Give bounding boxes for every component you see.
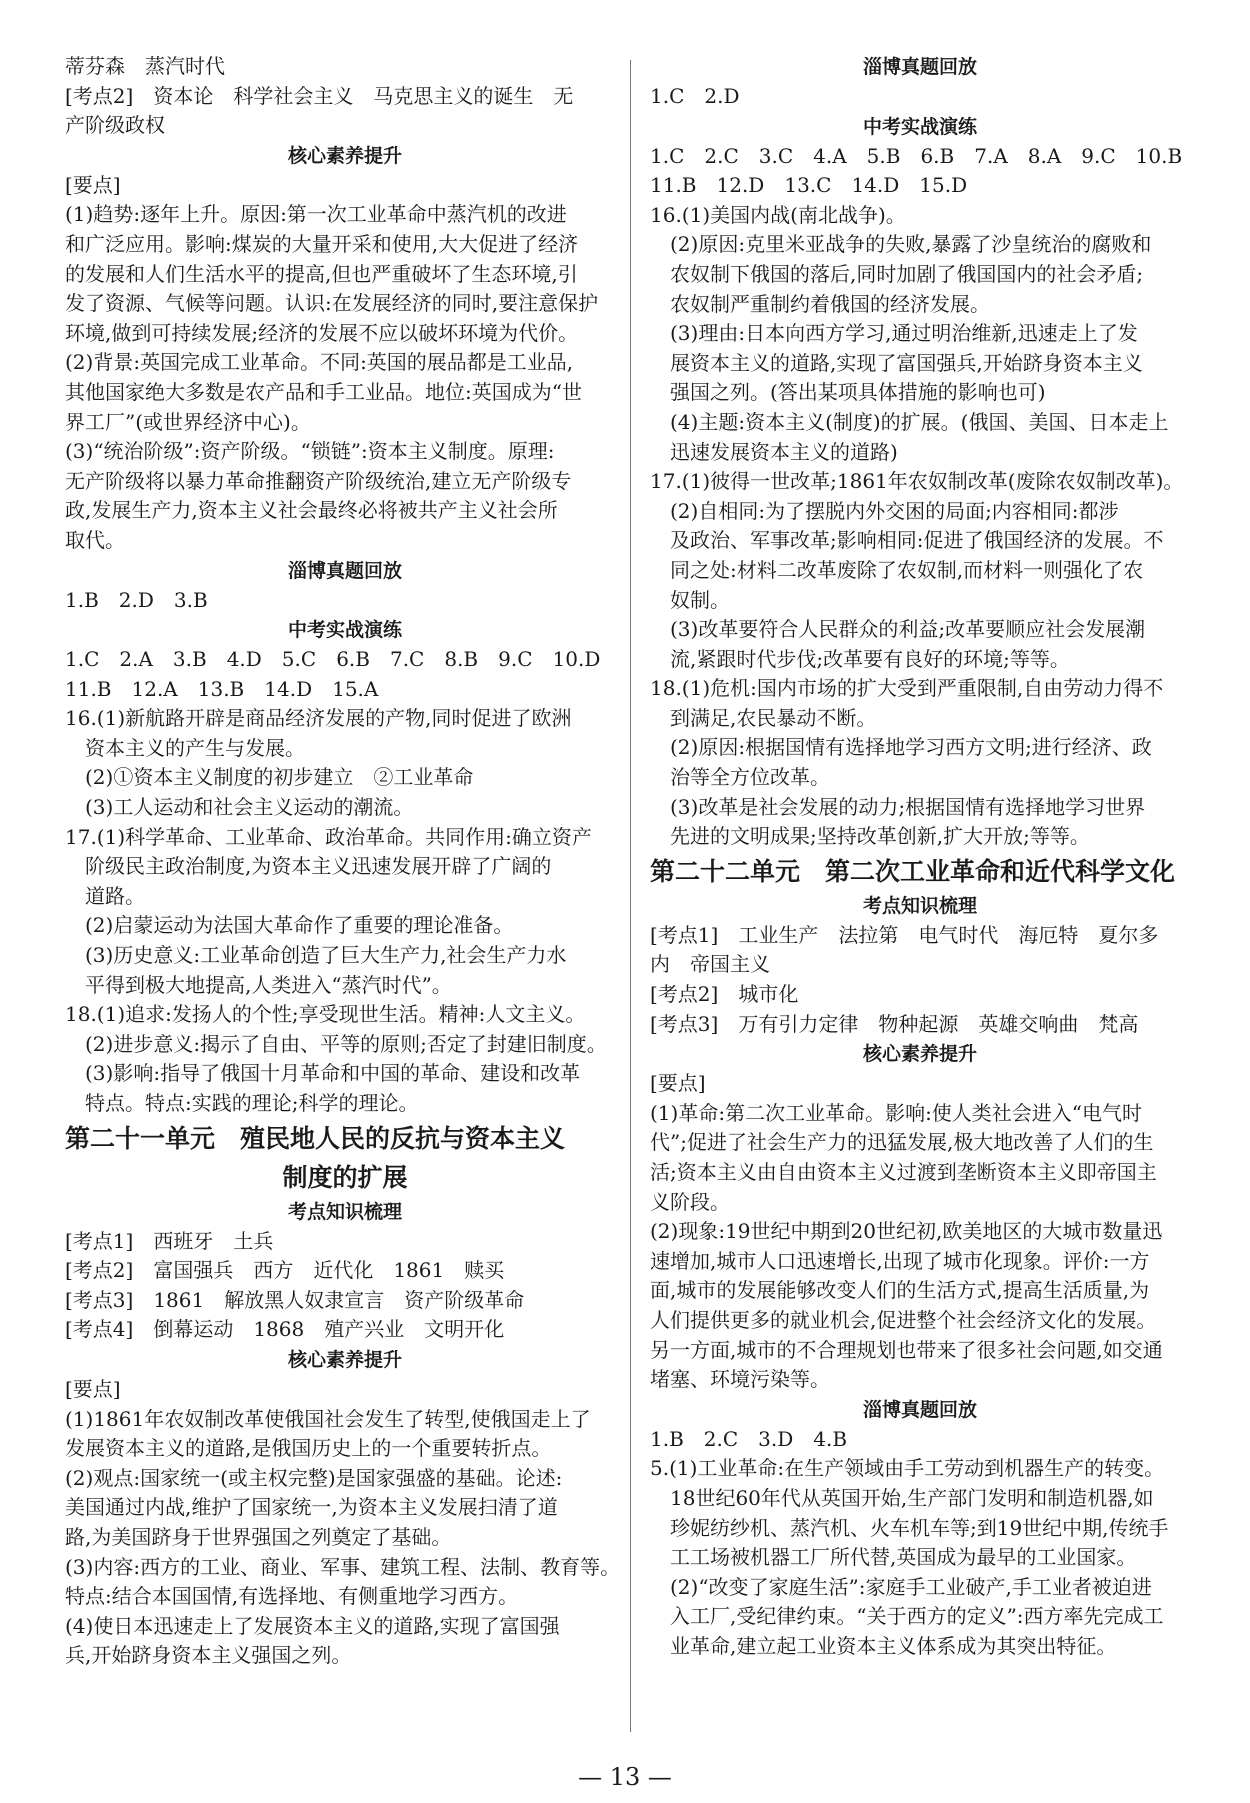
text-line: 1.B 2.C 3.D 4.B [650,1426,848,1451]
answer-line: 强国之列。(答出某项具体措施的影响也可) [670,380,1046,405]
answer-line: 农奴制下俄国的落后,同时加剧了俄国国内的社会矛盾; [670,261,1144,286]
answer-line: 同之处:材料二改革废除了农奴制,而材料一则强化了农 [670,557,1144,582]
text-line: (1)革命:第二次工业革命。影响:使人类社会进入“电气时 [650,1100,1143,1125]
text-line: 1.C 2.D [650,84,740,108]
right-column [650,52,1190,1662]
text-line: 16.(1)美国内战(南北战争)。 [650,202,906,227]
answer-line: 流,紧跟时代步伐;改革要有良好的环境;等等。 [670,646,1070,671]
text-line: [考点2] 富国强兵 西方 近代化 1861 赎买 [65,1258,505,1283]
text-line: 面,城市的发展能够改变人们的生活方式,提高生活质量,为 [650,1278,1150,1303]
unit-title: 第二十二单元 第二次工业革命和近代科学文化 [650,856,1176,886]
answer-line: 治等全方位改革。 [670,765,830,790]
section-heading: 考点知识梳理 [862,894,977,917]
answer-line: 奴制。 [670,587,730,612]
answer-line: 资本主义的产生与发展。 [85,735,305,760]
text-line: 17.(1)彼得一世改革;1861年农奴制改革(废除农奴制改革)。 [650,469,1184,494]
answer-line: (3)改革要符合人民群众的利益;改革要顺应社会发展潮 [670,617,1146,642]
section-heading: 核心素养提升 [287,1348,402,1371]
text-line: 取代。 [65,527,125,552]
text-line: 17.(1)科学革命、工业革命、政治革命。共同作用:确立资产 [65,824,592,849]
text-line: [考点1] 西班牙 土兵 [65,1228,274,1253]
answer-line: 平得到极大地提高,人类进入“蒸汽时代”。 [85,972,452,997]
text-line: 兵,开始跻身资本主义强国之列。 [65,1643,352,1668]
answer-line: 及政治、军事改革;影响相同:促进了俄国经济的发展。不 [670,528,1164,553]
answer-line: (2)进步意义:揭示了自由、平等的原则;否定了封建旧制度。 [85,1031,607,1056]
text-line: 1.C 2.A 3.B 4.D 5.C 6.B 7.C 8.B 9.C 10.D [65,647,601,672]
answer-line: 迅速发展资本主义的道路) [670,439,898,464]
text-line: (4)使日本迅速走上了发展资本主义的道路,实现了富国强 [65,1613,560,1638]
section-heading: 淄博真题回放 [287,559,402,582]
text-line: 活;资本主义由自由资本主义过渡到垄断资本主义即帝国主 [650,1160,1157,1184]
text-line: (1)趋势:逐年上升。原因:第一次工业革命中蒸汽机的改进 [65,202,567,227]
answer-line: 珍妮纺纱机、蒸汽机、火车机车等;到19世纪中期,传统手 [670,1515,1169,1540]
text-line: 1.C 2.C 3.C 4.A 5.B 6.B 7.A 8.A 9.C 10.B [650,143,1183,168]
section-heading: 核心素养提升 [287,144,402,167]
text-line: [考点2] 城市化 [650,982,799,1007]
text-line: 蒂芬森 蒸汽时代 [65,54,225,78]
text-line: 内 帝国主义 [650,952,770,977]
text-line: 特点:结合本国国情,有选择地、有侧重地学习西方。 [65,1584,519,1609]
answer-line: (3)历史意义:工业革命创造了巨大生产力,社会生产力水 [85,943,567,968]
text-line: (3)“统治阶级”:资产阶级。“锁链”:资本主义制度。原理: [65,439,555,464]
section-heading: 中考实战演练 [287,619,402,642]
answer-line: 入工厂,受纪律约束。“关于西方的定义”:西方率先完成工 [670,1604,1164,1629]
text-line: 路,为美国跻身于世界强国之列奠定了基础。 [65,1524,452,1549]
text-line: 环境,做到可持续发展;经济的发展不应以破坏环境为代价。 [65,320,579,345]
text-line: 美国通过内战,维护了国家统一,为资本主义发展扫清了道 [65,1495,558,1520]
text-line: 人们提供更多的就业机会,促进整个社会经济文化的发展。 [650,1307,1157,1332]
answer-line: 18世纪60年代从英国开始,生产部门发明和制造机器,如 [670,1485,1154,1510]
answer-line: 道路。 [85,883,145,908]
answer-line: (2)启蒙运动为法国大革命作了重要的理论准备。 [85,913,514,938]
text-line: 堵塞、环境污染等。 [650,1367,830,1392]
answer-line: 展资本主义的道路,实现了富国强兵,开始跻身资本主义 [670,350,1143,375]
section-heading: 核心素养提升 [862,1043,977,1066]
answer-line: (3)影响:指导了俄国十月革命和中国的革命、建设和改革 [85,1061,581,1086]
answer-line: 业革命,建立起工业资本主义体系成为其突出特征。 [670,1633,1117,1658]
text-line: 界工厂”(或世界经济中心)。 [65,409,311,434]
text-line: [考点3] 1861 解放黑人奴隶宣言 资产阶级革命 [65,1287,525,1312]
answer-line: 阶级民主政治制度,为资本主义迅速发展开辟了广阔的 [85,854,552,879]
text-line: 政,发展生产力,资本主义社会最终必将被共产主义社会所 [65,498,558,523]
answer-line: (3)改革是社会发展的动力;根据国情有选择地学习世界 [670,794,1146,819]
page-number: — 13 — [578,1763,672,1791]
text-line: (3)内容:西方的工业、商业、军事、建筑工程、法制、教育等。 [65,1554,621,1579]
text-line: 发了资源、气候等问题。认识:在发展经济的同时,要注意保护 [65,291,599,316]
section-heading: 淄博真题回放 [862,56,977,78]
text-line: 义阶段。 [650,1189,730,1214]
unit-title: 第二十一单元 殖民地人民的反抗与资本主义 [65,1123,566,1153]
text-line: 和广泛应用。影响:煤炭的大量开采和使用,大大促进了经济 [65,231,579,256]
text-line: 其他国家绝大多数是农产品和手工业品。地位:英国成为“世 [65,379,582,404]
section-heading: 中考实战演练 [862,115,977,138]
text-line: 18.(1)危机:国内市场的扩大受到严重限制,自由劳动力得不 [650,676,1164,701]
text-line: 11.B 12.D 13.C 14.D 15.D [650,173,968,198]
text-line: 的发展和人们生活水平的提高,但也严重破坏了生态环境,引 [65,261,578,286]
unit-title: 制度的扩展 [282,1162,408,1192]
answer-line: (2)原因:根据国情有选择地学习西方文明;进行经济、政 [670,735,1152,760]
answer-line: (3)理由:日本向西方学习,通过明治维新,迅速走上了发 [670,321,1138,346]
answer-line: (2)自相同:为了摆脱内外交困的局面;内容相同:都涉 [670,498,1119,523]
text-line: (2)观点:国家统一(或主权完整)是国家强盛的基础。论述: [65,1465,563,1490]
answer-line: 工工场被机器工厂所代替,英国成为最早的工业国家。 [670,1545,1137,1570]
text-line: [要点] [65,172,121,197]
answer-line: (4)主题:资本主义(制度)的扩展。(俄国、美国、日本走上 [670,409,1169,434]
text-line: 18.(1)追求:发扬人的个性;享受现世生活。精神:人文主义。 [65,1002,586,1027]
answer-line: 先进的文明成果;坚持改革创新,扩大开放;等等。 [670,824,1090,849]
text-line: (1)1861年农奴制改革使俄国社会发生了转型,使俄国走上了 [65,1406,591,1431]
text-line: [要点] [650,1071,706,1096]
text-line: [考点1] 工业生产 法拉第 电气时代 海厄特 夏尔多 [650,922,1159,947]
text-line: [考点4] 倒幕运动 1868 殖产兴业 文明开化 [65,1317,505,1342]
answer-line: (2)“改变了家庭生活”:家庭手工业破产,手工业者被迫进 [670,1574,1152,1599]
text-line: 代”;促进了社会生产力的迅猛发展,极大地改善了人们的生 [650,1130,1154,1155]
answer-line: (2)原因:克里米亚战争的失败,暴露了沙皇统治的腐败和 [670,232,1152,257]
text-line: 产阶级政权 [65,113,165,138]
text-line: 5.(1)工业革命:在生产领域由手工劳动到机器生产的转变。 [650,1456,1165,1481]
text-line: [考点3] 万有引力定律 物种起源 英雄交响曲 梵高 [650,1011,1139,1036]
text-line: (2)现象:19世纪中期到20世纪初,欧美地区的大城市数量迅 [650,1219,1163,1244]
text-line: [要点] [65,1376,121,1401]
text-line: [考点2] 资本论 科学社会主义 马克思主义的诞生 无 [65,83,574,108]
text-line: 另一方面,城市的不合理规划也带来了很多社会问题,如交通 [650,1337,1163,1362]
section-heading: 淄博真题回放 [862,1398,977,1421]
text-line: 11.B 12.A 13.B 14.D 15.A [65,676,379,701]
answer-line: (2)①资本主义制度的初步建立 ②工业革命 [85,765,474,790]
answer-line: (3)工人运动和社会主义运动的潮流。 [85,795,414,820]
left-column [65,52,625,1671]
text-line: 16.(1)新航路开辟是商品经济发展的产物,同时促进了欧洲 [65,706,572,731]
answer-line: 特点。特点:实践的理论;科学的理论。 [85,1091,419,1115]
section-heading: 考点知识梳理 [287,1200,402,1223]
text-line: 速增加,城市人口迅速增长,出现了城市化现象。评价:一方 [650,1248,1150,1273]
answer-line: 到满足,农民暴动不断。 [670,705,877,730]
text-line: 1.B 2.D 3.B [65,587,208,612]
text-line: 发展资本主义的道路,是俄国历史上的一个重要转折点。 [65,1436,552,1461]
text-line: (2)背景:英国完成工业革命。不同:英国的展品都是工业品, [65,350,574,375]
text-line: 无产阶级将以暴力革命推翻资产阶级统治,建立无产阶级专 [65,468,572,493]
answer-line: 农奴制严重制约着俄国的经济发展。 [670,291,990,316]
column-divider [630,60,631,1732]
